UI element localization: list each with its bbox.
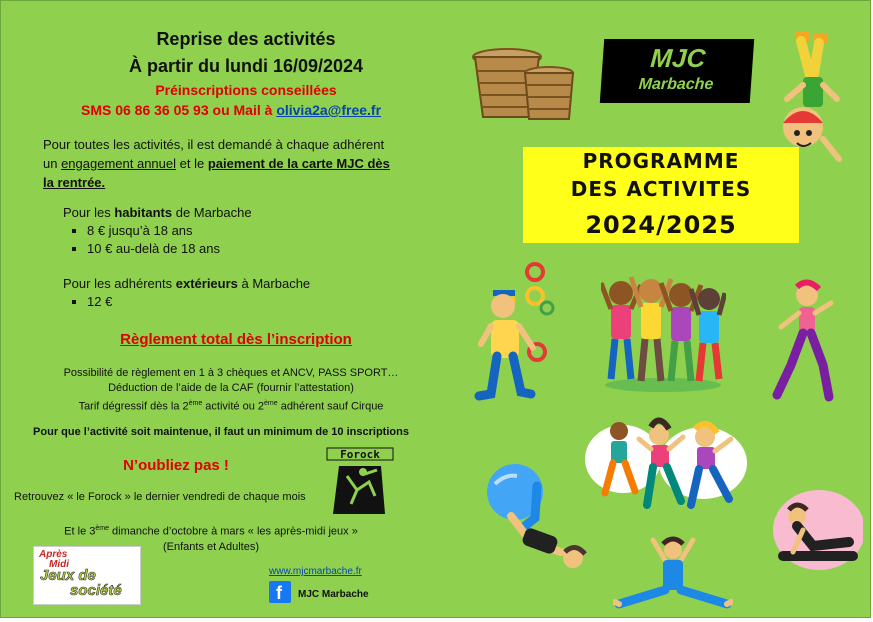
text-bold: habitants [114,205,173,220]
intro-text: un [43,156,62,171]
jeux-logo-line-2: Midi [49,559,69,570]
forock-logo-graphic [325,446,395,518]
reglement-title: Règlement total dès l’inscription [120,331,352,348]
mjc-title: MJC [649,43,707,73]
list-item: ▪ 10 € au-delà de 18 ans [87,240,363,258]
minimum-note: Pour que l’activité soit maintenue, il faut un minimum de 10 inscriptions [33,426,409,438]
website-link[interactable]: www.mjcmarbache.fr [269,566,362,577]
exterieurs-list [63,293,363,311]
text: à Marbache [237,276,311,291]
intro-text: et le [176,156,208,171]
programme-line-2: DES ACTIVITES [570,177,752,201]
forock-logo-text: Forock [340,448,380,461]
engagement-text: engagement annuel [61,156,177,171]
sup: ème [95,525,109,532]
dancer-icon [771,279,856,404]
email-link[interactable]: olivia2a@free.fr [276,102,382,118]
facebook-glyph: f [276,583,282,603]
jeux-line-1 [21,521,401,540]
payment-info [21,366,441,415]
noubliez-title: N’oubliez pas ! [123,457,229,474]
forock-line: Retrouvez « le Forock » le dernier vendredi de chaque mois [14,491,306,503]
habitants-list [63,222,363,258]
jeux-logo-line-4: société [70,582,122,599]
exterieurs-section [63,276,363,311]
ball-gymnast-icon [471,456,606,581]
gymnast-split-icon [613,536,733,616]
list-item: ▪ 8 € jusqu’à 18 ans [87,222,363,240]
text: Pour les [63,205,115,220]
text-bold: extérieurs [175,276,238,291]
preinscriptions: Préinscriptions conseillées [155,82,337,98]
payment-line-2: Déduction de l’aide de la CAF (fournir l’attestation) [108,382,354,394]
facebook-icon[interactable] [269,581,291,603]
breakdancer-icon [777,29,849,165]
programme-year: 2024/2025 [585,211,737,239]
jeux-logo [33,546,141,605]
habitants-section [63,205,363,258]
text: Tarif dégressif dès la 2 [78,400,189,413]
text: activité ou 2 [202,400,265,413]
zumba-icon [583,409,753,521]
payment-line-3 [21,396,441,415]
mjc-logo [600,39,754,103]
mjc-subtitle: Marbache [638,76,714,93]
programme-box [523,147,799,243]
dancing-kids-icon [601,263,726,393]
paiement-text: paiement de la carte MJC dès [207,156,390,171]
forock-logo [325,446,395,518]
list-item: ▪ 12 € [87,293,363,311]
exterieurs-heading [63,276,363,291]
title-date: À partir du lundi 16/09/2024 [128,56,364,76]
text: Pour les adhérents [63,276,176,291]
intro-line-3: la rentrée. [43,175,106,190]
programme-line-1: PROGRAMME [582,149,740,173]
payment-line-1: Possibilité de règlement en 1 à 3 chèques et ANCV, PASS SPORT… [63,367,399,379]
jeux-line-2: (Enfants et Adultes) [163,540,259,553]
text: dimanche d’octobre à mars « les après-midi jeux » [108,525,358,538]
intro-line-1: Pour toutes les activités, il est demandé à chaque adhérent [43,137,385,152]
facebook-label: MJC Marbache [298,589,369,600]
sup: ème [264,400,278,407]
contact-prefix: SMS 06 86 36 05 93 ou Mail à [80,102,277,118]
title-reprise: Reprise des activités [156,29,336,49]
intro-line-2 [43,154,413,173]
basket-icon [467,43,579,123]
jeux-logo-line-3: Jeux de [40,567,96,584]
habitants-heading [63,205,363,220]
juggler-icon [471,256,561,411]
text: Et le 3 [64,525,96,538]
text: de Marbache [172,205,252,220]
jeux-logo-line-1: Après [39,549,68,560]
sup: ème [188,400,203,407]
text: adhérent sauf Cirque [277,400,384,413]
contact-line [41,102,421,118]
yoga-icon [763,486,863,578]
intro-paragraph [43,135,413,192]
